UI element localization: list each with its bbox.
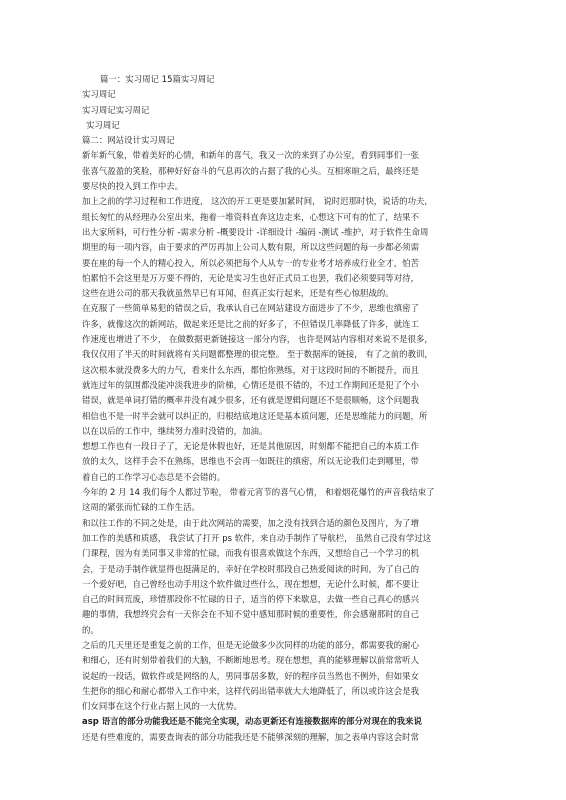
paragraph-line: 着自己的工作学习心态总是不会错的。: [82, 471, 226, 482]
paragraph-line: 会，于是动手制作就显得也挺满足的，幸好在学校时那段自己热爱阅读的时间，为了自己的: [82, 563, 419, 574]
paragraph-line: 许多，就像这次的新网站，做起来还是比之前的好多了，不但错误几率降低了许多，就连工: [82, 318, 419, 329]
paragraph-line: 组长匆忙的从经理办公室出来，拖着一堆资料直奔这边走来，心想这下可有的忙了，结果不: [82, 211, 419, 222]
paragraph-line: 还是有些难度的，需要查询表的部分功能我还是不能够深刻的理解，加之表单内容这会时常: [82, 731, 419, 742]
paragraph-line: 放的太久，这样手会不在熟练，思维也不会再一如既往的缜密，所以无论我们走到哪里，带: [82, 456, 419, 467]
text-line: 实习周记: [82, 89, 116, 100]
paragraph-line: 期里的每一项内容，由于要求的严厉再加上公司人数有限，所以这些问题的每一步都必须需: [82, 242, 419, 253]
paragraph-line: 就连过年的氛围都没能冲淡我进步的阶梯，心情还是很不错的，不过工作期间还是犯了个小: [82, 379, 419, 390]
paragraph-line: 门课程，因为有美同事又非常的忙碌，而我有很喜欢做这个东西，又想给自己一个学习的机: [82, 548, 419, 559]
paragraph-line: 今年的 2 月 14 我们每个人都过节啦， 带着元宵节的喜气心情， 和着烟花爆竹的声音我结束了: [82, 487, 435, 498]
paragraph-line: 错误，就是单词打错的概率并没有减少很多，还有就是逻辑问题还不是很顺畅，这个问题我: [82, 395, 419, 406]
paragraph-line: 怕累怕不会这里是万万要不得的，无论是实习生也好正式员工也罢，我们必须要同等对待，: [82, 272, 419, 283]
paragraph-line: 以在以后的工作中，继续努力准时没错的，加油。: [82, 425, 268, 436]
paragraph-line: 加工作的美感和质感， 我尝试了打开 ps 软件，来自动手制作了导航栏， 虽然自己没有学过这: [82, 532, 432, 543]
paragraph-line: 一个爱好吧，自己曾经也动手用这个软件做过些什么，现在想想，无论什么时候，都不要让: [82, 578, 419, 589]
paragraph-line: 作速度也增进了不少， 在做数据更新链接这一部分内容， 也许是网站内容相对来说不是很多，: [82, 334, 433, 345]
paragraph-line: 我仅仅用了半天的时间就将有关问题都整理的很完整。 至于数据库的链接， 有了之前的教训，: [82, 349, 433, 360]
article-2-title: 篇二：网站设计实习周记: [82, 135, 175, 146]
paragraph-line: 生把你的细心和耐心都带入工作中来，这样代码出错率就大大地降低了，所以或许这会是我: [82, 685, 419, 696]
paragraph-line: 和细心，还有时刻带着我们的大脑，不断断地思考。现在想想，真的能够理解以前常常听人: [82, 655, 419, 666]
paragraph-line: 趣的事情，我想终究会有一天你会在不知不觉中感知那时候的重要性，你会感谢那时的自己: [82, 609, 419, 620]
paragraph-line: 要在座的每一个人的精心投入，所以必须把每个人从专一的专业考才培养成行业全才，怕苦: [82, 257, 419, 268]
paragraph-line: 的。: [82, 624, 99, 635]
text-line: 实习周记: [86, 119, 120, 130]
text-line: 实习周记实习周记: [82, 104, 150, 115]
paragraph-line: asp 语言的部分功能我还是不能完全实现，动态更新还有连接数据库的部分对现在的我来说: [82, 716, 422, 727]
paragraph-line: 在克服了一些简单易犯的错误之后，我承认自己在网站建设方面进步了不少，思维也缜密了: [82, 303, 419, 314]
paragraph-line: 新年新气象，带着美好的心情，和新年的喜气，我又一次的来到了办公室，看到同事们一张: [82, 150, 419, 161]
document-body: [82, 72, 486, 745]
paragraph-line: 和以往工作的不同之处是，由于此次网站的需要，加之没有找到合适的颜色及图片，为了增: [82, 517, 419, 528]
paragraph-line: 想想工作也有一段日子了，无论是休假也好，还是其他原因，时刻都不能把自己的本质工作: [82, 441, 419, 452]
paragraph-line: 这次根本就没费多大的力气，看来什么东西，都怕你熟练，对于这段时间的不断提升，而且: [82, 364, 419, 375]
paragraph-line: 这周的紧张而忙碌的工作生活。: [82, 502, 200, 513]
paragraph-line: 自己的时间荒废，珍惜那段你不忙碌的日子，适当的停下来歇息，去做一些自己真心的感兴: [82, 594, 419, 605]
paragraph-line: 加上之前的学习过程和工作进度， 这次的开工更是要加紧时间， 说时迟那时快，说话的功夫，: [82, 196, 433, 207]
article-1-title: 篇一：实习周记 15篇实习周记: [100, 74, 215, 84]
paragraph-line: 张喜气盈盈的笑脸，那种好好奋斗的气息再次的占据了我的心头。互相寒暄之后，最终还是: [82, 165, 419, 176]
paragraph-line: 这些在进公司的那天我就虽然早已有耳闻，但真正实行起来，还是有些心惊胆战的。: [82, 288, 394, 299]
paragraph-line: 之后的几天里还是重复之前的工作，但是无论做多少次同样的功能的部分，都需要我的耐心: [82, 639, 419, 650]
paragraph-line: 们女同事在这个行业占据上风的一大优势。: [82, 701, 243, 712]
paragraph-line: 出大家所料，可行性分析 -需求分析 -概要设计 -详细设计 -编码 -测试 -维护，对于软件生命周: [82, 226, 429, 237]
paragraph-line: 相信也不是一时半会就可以纠正的，归根结底地这还是基本质问题，还是思维能力的问题，所: [82, 410, 428, 421]
paragraph-line: 要尽快的投入到工作中去。: [82, 181, 184, 192]
paragraph-line: 说起的一段话，做软件或是网络的人，男同事居多数，好的程序员当然也不例外，但如果女: [82, 670, 419, 681]
